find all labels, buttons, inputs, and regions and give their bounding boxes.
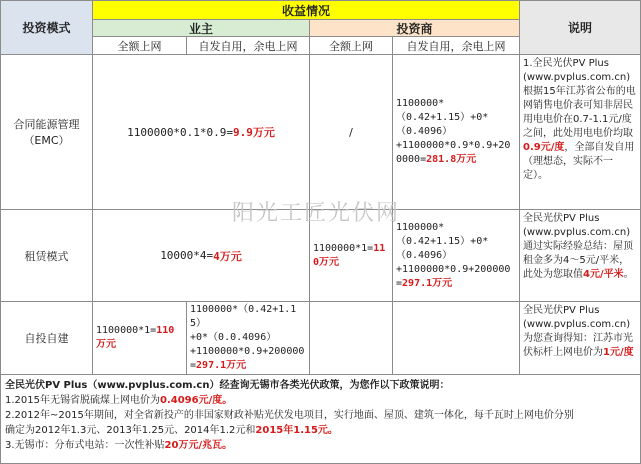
policy-note-3-value: 20万元/兆瓦。 <box>164 440 233 451</box>
row-emc-note <box>520 55 641 210</box>
header-investor-full-grid-label: 全额上网 <box>329 39 373 53</box>
row-self-owner-self-formula: 1100000*（0.42+1.15） +0*（0.0.4096） +1100000*0.9+200000= <box>190 304 305 371</box>
policy-note-2a <box>5 408 636 423</box>
row-emc-note-highlight: 0.9元/度 <box>523 142 565 153</box>
row-emc-investor-self-result: 281.8万元 <box>426 154 477 165</box>
header-investor-full-grid <box>310 37 393 55</box>
header-note-label: 说明 <box>567 21 592 35</box>
row-rent-investor-self-result: 297.1万元 <box>402 277 453 289</box>
row-rent-investor-self <box>393 210 520 302</box>
row-emc-note-tail: ，全部自发自用（理想态，实际不一定）。 <box>523 142 635 181</box>
policy-note-2b <box>5 423 636 438</box>
row-self-owner-full-formula: 1100000*1= <box>96 325 157 336</box>
row-rent-investor-full-result: 110万元 <box>313 242 386 268</box>
row-self-owner-full <box>93 302 187 375</box>
policy-note-1-value: 0.4096元/度。 <box>160 395 233 406</box>
header-owner-self-use-label: 自发自用，余电上网 <box>198 39 298 53</box>
row-emc-owner-formula: 1100000*0.1*0.9= <box>127 125 234 139</box>
header-investor-self-use <box>393 37 520 55</box>
header-income-label: 收益情况 <box>281 3 330 18</box>
row-rent-note-highlight: 4元/平米 <box>583 269 624 280</box>
row-rent-investor-full-formula: 1100000*1= <box>313 242 374 254</box>
row-rent-investor-full <box>310 210 393 302</box>
row-self-note-highlight: 1元/度 <box>603 347 634 358</box>
row-emc-name-label: 合同能源管理 （EMC） <box>13 118 80 147</box>
row-self-investor-self <box>393 302 520 375</box>
row-self-note-text: 全民光伏PV Plus (www.pvplus.com.cn) 为您查询得知：江苏市光伏标杆上网电价为 <box>523 305 633 358</box>
row-rent-owner <box>93 210 310 302</box>
row-rent-note <box>520 210 641 302</box>
row-rent-note-text: 全民光伏PV Plus (www.pvplus.com.cn) 通过实际经验总结：屋顶租金多为4～5元/平米，此处为您取值 <box>523 213 633 280</box>
row-rent-name <box>0 210 93 302</box>
row-emc-investor-full <box>310 55 393 210</box>
row-emc-investor-self-formula: 1100000* （0.42+1.15）+0* （0.4096） +1100000*0.9*0.9+200000= <box>396 98 511 165</box>
header-mode-label: 投资模式 <box>22 21 71 35</box>
policy-note-1-text: 1.2015年无锡省脱硫煤上网电价为 <box>5 395 160 406</box>
header-owner-self-use <box>187 37 310 55</box>
row-emc-name <box>0 55 93 210</box>
header-owner-label: 业主 <box>188 21 213 36</box>
row-rent-investor-self-formula: 1100000* （0.42+1.15）+0* （0.4096） +1100000*0.9+200000= <box>396 221 511 289</box>
header-mode <box>0 0 93 55</box>
header-income <box>93 0 520 20</box>
row-self-name <box>0 302 93 375</box>
header-owner <box>93 20 310 37</box>
policy-notes-title: 全民光伏PV Plus（www.pvplus.com.cn）经查询无锡市各类光伏政策，为您作以下政策说明： <box>5 380 450 391</box>
watermark: 阳光工匠光伏网 <box>232 201 401 226</box>
policy-note-1 <box>5 393 636 408</box>
row-self-name-label: 自投自建 <box>24 332 69 345</box>
policy-note-3 <box>5 438 636 453</box>
row-rent-owner-formula: 10000*4= <box>160 249 214 262</box>
policy-note-2b-text: 确定为2012年1.3元、2013年1.25元、2014年1.2元和 <box>5 425 256 436</box>
row-rent-note-tail: 。 <box>623 269 634 280</box>
header-investor <box>310 20 520 37</box>
header-note <box>520 0 641 55</box>
policy-notes <box>0 375 641 464</box>
row-emc-investor-self <box>393 55 520 210</box>
row-emc-owner <box>93 55 310 210</box>
row-self-owner-full-result: 110万元 <box>96 325 175 350</box>
policy-note-2b-value: 2015年1.15元。 <box>255 425 338 436</box>
row-emc-note-text: 1.全民光伏PV Plus (www.pvplus.com.cn) 根据15年江苏省公布的电网销售电价表可知非居民用电电价在0.7-1.1元/度之间，此处用电电价均取 <box>523 58 636 139</box>
row-self-investor-full <box>310 302 393 375</box>
row-rent-name-label: 租赁模式 <box>24 249 69 263</box>
header-investor-label: 投资商 <box>396 21 433 36</box>
row-self-owner-self <box>187 302 310 375</box>
row-rent-owner-result: 4万元 <box>213 249 242 263</box>
row-self-owner-self-result: 297.1万元 <box>196 360 247 371</box>
header-investor-self-use-label: 自发自用，余电上网 <box>406 39 506 53</box>
row-emc-investor-full-label: / <box>349 125 353 139</box>
row-self-note <box>520 302 641 375</box>
row-emc-owner-result: 9.9万元 <box>233 126 275 139</box>
header-owner-full-grid-label: 全额上网 <box>117 39 162 53</box>
policy-note-3-text: 3.无锡市：分布式电站：一次性补贴 <box>5 440 165 451</box>
policy-note-2a-text: 2.2012年~2015年期间，对全省新投产的非国家财政补贴光伏发电项目，实行地面、屋顶、建筑一体化，每千瓦时上网电价分别 <box>5 410 574 421</box>
header-owner-full-grid <box>93 37 187 55</box>
